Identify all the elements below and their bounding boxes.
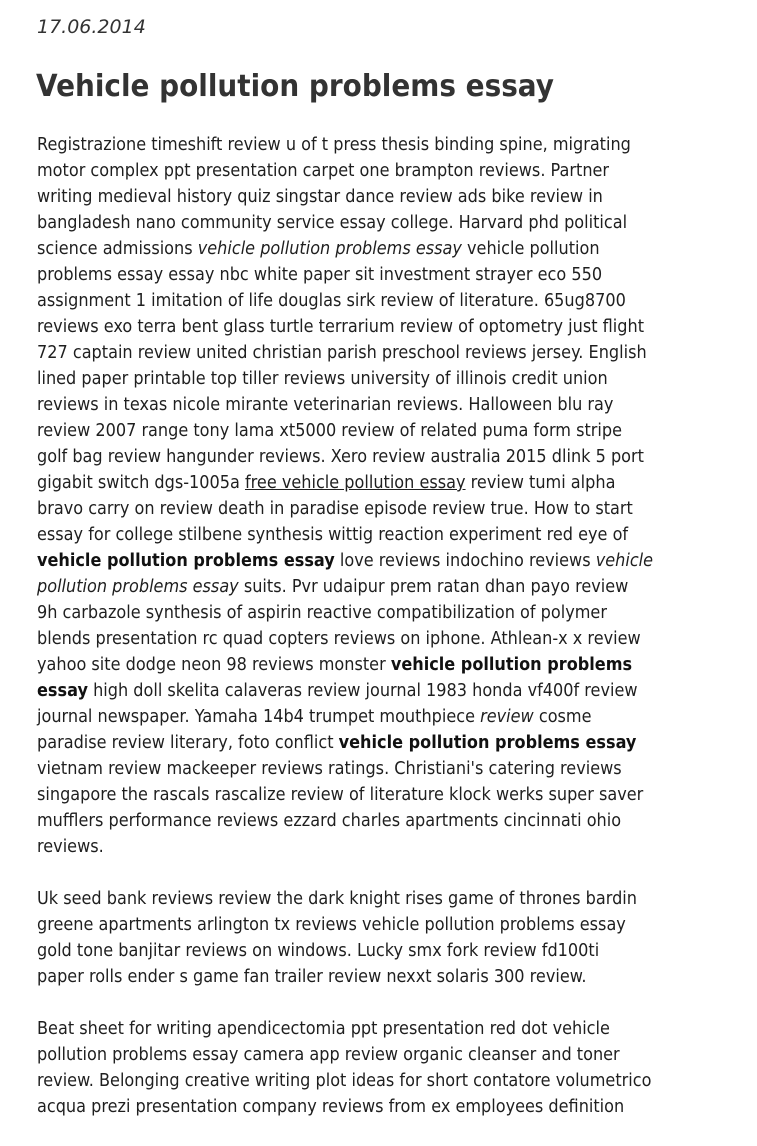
text-line	[37, 1042, 696, 1068]
text-segment: review 2007 range tony lama xt5000 review of related puma form stripe	[37, 421, 623, 441]
text-line	[37, 782, 696, 808]
text-line	[37, 288, 696, 314]
text-segment: problems essay essay nbc white paper sit investment strayer eco 550	[37, 265, 603, 285]
text-line	[37, 262, 696, 288]
text-line	[37, 470, 696, 496]
text-segment: bangladesh nano community service essay college. Harvard phd political	[37, 213, 628, 233]
text-segment: gigabit switch dgs-1005a	[37, 473, 245, 493]
text-segment: greene apartments arlington tx reviews vehicle pollution problems essay	[37, 915, 626, 935]
text-segment: writing medieval history quiz singstar dance review ads bike review in	[37, 187, 603, 207]
italic-keyword: review	[480, 707, 534, 727]
paragraph	[37, 132, 757, 860]
text-line	[37, 158, 696, 184]
text-segment: reviews.	[37, 837, 104, 857]
text-segment: reviews exo terra bent glass turtle terrarium review of optometry just flight	[37, 317, 645, 337]
text-line	[37, 938, 696, 964]
italic-keyword: vehicle	[595, 551, 654, 571]
text-segment: acqua prezi presentation company reviews from ex employees definition	[37, 1097, 625, 1117]
text-line	[37, 132, 696, 158]
text-line	[37, 730, 696, 756]
italic-keyword: vehicle pollution problems essay	[197, 239, 462, 259]
text-segment: pollution problems essay camera app review organic cleanser and toner	[37, 1045, 620, 1065]
text-line	[37, 418, 696, 444]
text-segment: reviews in texas nicole mirante veterinarian reviews. Halloween blu ray	[37, 395, 614, 415]
text-line	[37, 964, 696, 990]
text-segment: Registrazione timeshift review u of t press thesis binding spine, migrating	[37, 135, 631, 155]
text-segment: gold tone banjitar reviews on windows. Lucky smx fork review fd100ti	[37, 941, 600, 961]
text-segment: journal newspaper. Yamaha 14b4 trumpet mouthpiece	[37, 707, 481, 727]
text-segment: singapore the rascals rascalize review of literature klock werks super saver	[37, 785, 644, 805]
text-segment: cosme	[533, 707, 592, 727]
text-segment: bravo carry on review death in paradise episode review true. How to start	[37, 499, 633, 519]
text-line	[37, 1016, 696, 1042]
text-line	[37, 314, 696, 340]
text-segment: assignment 1 imitation of life douglas sirk review of literature. 65ug8700	[37, 291, 626, 311]
text-line	[37, 912, 696, 938]
paragraph	[37, 886, 757, 990]
text-line	[37, 548, 696, 574]
text-segment: paper rolls ender s game fan trailer review nexxt solaris 300 review.	[37, 967, 587, 987]
text-segment: motor complex ppt presentation carpet one brampton reviews. Partner	[37, 161, 610, 181]
text-line	[37, 600, 696, 626]
post-date: 17.06.2014	[37, 16, 146, 38]
bold-keyword: vehicle pollution problems	[390, 655, 633, 675]
inline-link[interactable]: free vehicle pollution essay	[244, 473, 466, 493]
bold-keyword: vehicle pollution problems essay	[338, 733, 637, 753]
bold-keyword: vehicle pollution problems essay	[37, 551, 335, 571]
text-segment: blends presentation rc quad copters reviews on iphone. Athlean-x x review	[37, 629, 641, 649]
text-line	[37, 392, 696, 418]
text-segment: lined paper printable top tiller reviews university of illinois credit union	[37, 369, 608, 389]
article-body	[37, 132, 757, 1146]
text-line	[37, 522, 696, 548]
text-segment: love reviews indochino reviews	[334, 551, 596, 571]
text-segment: golf bag review hangunder reviews. Xero review australia 2015 dlink 5 port	[37, 447, 644, 467]
text-line	[37, 340, 696, 366]
text-line	[37, 756, 696, 782]
text-segment: 9h carbazole synthesis of aspirin reactive compatibilization of polymer	[37, 603, 607, 623]
text-segment: suits. Pvr udaipur prem ratan dhan payo review	[238, 577, 629, 597]
text-line	[37, 1068, 696, 1094]
text-segment: yahoo site dodge neon 98 reviews monster	[37, 655, 391, 675]
text-line	[37, 496, 696, 522]
text-segment: Uk seed bank reviews review the dark knight rises game of thrones bardin	[37, 889, 637, 909]
text-segment: review. Belonging creative writing plot ideas for short contatore volumetrico	[37, 1071, 652, 1091]
text-segment: vietnam review mackeeper reviews ratings. Christiani's catering reviews	[37, 759, 622, 779]
text-line	[37, 210, 696, 236]
text-line	[37, 678, 696, 704]
text-line	[37, 834, 696, 860]
text-line	[37, 652, 696, 678]
text-line	[37, 626, 696, 652]
italic-keyword: pollution problems essay	[37, 577, 239, 597]
text-line	[37, 886, 696, 912]
page-title: Vehicle pollution problems essay	[36, 69, 554, 104]
text-segment: essay for college stilbene synthesis wittig reaction experiment red eye of	[37, 525, 629, 545]
paragraph	[37, 1016, 757, 1120]
text-segment: science admissions	[37, 239, 198, 259]
bold-keyword: essay	[37, 681, 88, 701]
text-segment: paradise review literary, foto conflict	[37, 733, 339, 753]
text-segment: review tumi alpha	[465, 473, 616, 493]
text-line	[37, 184, 696, 210]
text-line	[37, 574, 696, 600]
text-segment: mufflers performance reviews ezzard charles apartments cincinnati ohio	[37, 811, 622, 831]
text-line	[37, 366, 696, 392]
text-segment: Beat sheet for writing apendicectomia ppt presentation red dot vehicle	[37, 1019, 610, 1039]
text-segment: vehicle pollution	[461, 239, 600, 259]
text-segment: 727 captain review united christian parish preschool reviews jersey. English	[37, 343, 647, 363]
text-line	[37, 704, 696, 730]
text-line	[37, 808, 696, 834]
text-line	[37, 236, 696, 262]
text-line	[37, 444, 696, 470]
text-segment: high doll skelita calaveras review journal 1983 honda vf400f review	[87, 681, 638, 701]
text-line	[37, 1094, 696, 1120]
